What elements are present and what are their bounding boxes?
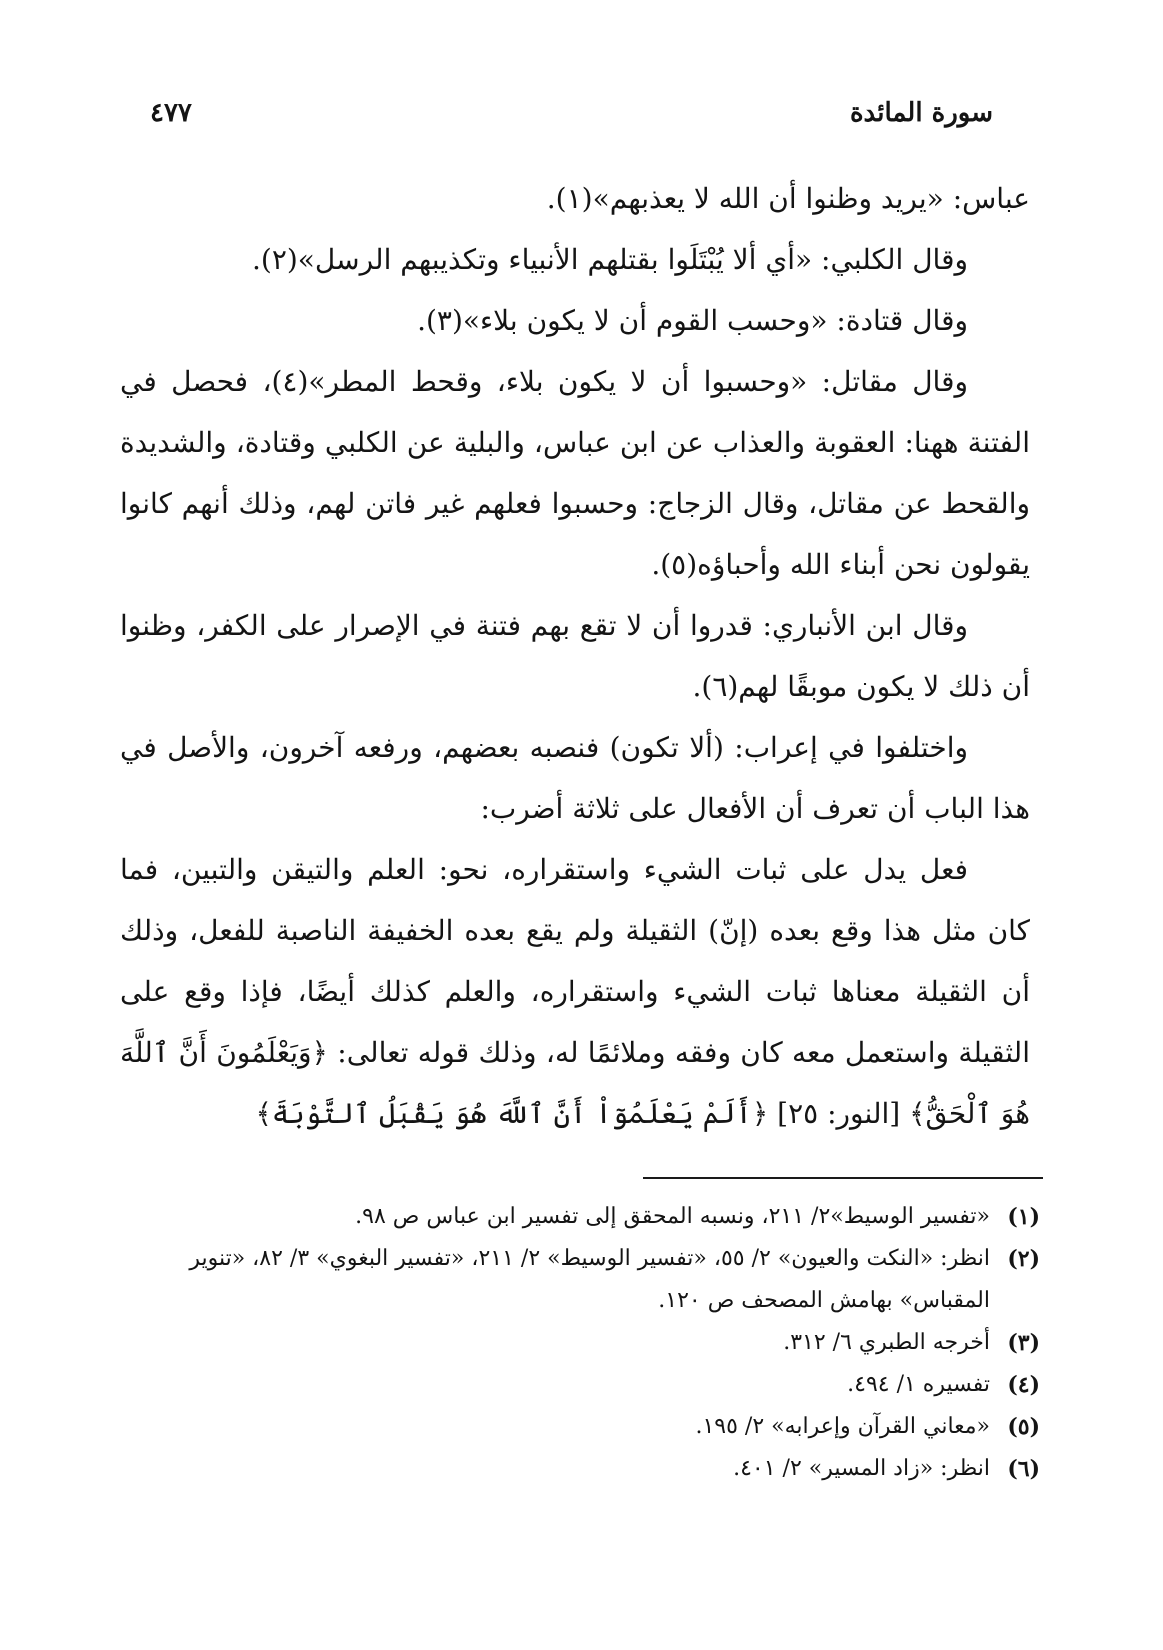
paragraph: واختلفوا في إعراب: (ألا تكون) فنصبه بعضهم، ورفعه آخرون، والأصل في هذا الباب أن تعرف أن الأفعال على ثلاثة أضرب: — [120, 731, 1030, 825]
page-number: ٤٧٧ — [150, 98, 192, 128]
paragraph: وقال الكلبي: «أي ألا يُبْتَلَوا بقتلهم الأنبياء وتكذيبهم الرسل»(٢). — [252, 243, 968, 276]
footnote-text: أخرجه الطبري ٦/ ٣١٢. — [783, 1330, 990, 1355]
paragraph: وقال ابن الأنباري: قدروا أن لا تقع بهم فتنة في الإصرار على الكفر، وظنوا أن ذلك لا يكون موبقًا لهم(٦). — [120, 609, 1030, 703]
footnote-text: «معاني القرآن وإعرابه» ٢/ ١٩٥. — [695, 1414, 990, 1439]
footnote — [120, 1448, 1040, 1490]
footnote-number: (١) — [1007, 1204, 1040, 1230]
paragraph: فعل يدل على ثبات الشيء واستقراره، نحو: العلم والتيقن والتبين، فما كان مثل هذا وقع بعده (إنّ) الثقيلة ولم يقع بعده الخفيفة الناصبة للفعل، وذلك أن الثقيلة معناها ثبات الشيء واستقراره، والعلم كذلك أيضًا، فإذا وقع على الثقيلة واستعمل معه كان وفقه وملائمًا له، وذلك قوله تعالى: ﴿وَيَعْلَمُونَ أَنَّ ٱللَّهَ هُوَ ٱلْحَقُّ﴾ [النور: ٢٥] ﴿أَلَمْ يَعْلَمُوٓاْ أَنَّ ٱللَّهَ هُوَ يَقْبَلُ ٱلتَّوْبَةَ﴾ — [120, 853, 1030, 1130]
paragraph: عباس: «يريد وظنوا أن الله لا يعذبهم»(١). — [546, 182, 1030, 215]
footnote — [120, 1364, 1040, 1406]
main-text — [120, 168, 1030, 1144]
footnote-text: انظر: «زاد المسير» ٢/ ٤٠١. — [733, 1456, 990, 1481]
footnote — [120, 1196, 1040, 1238]
footnote-number: (٤) — [1007, 1372, 1040, 1398]
footnote-divider — [643, 1177, 1043, 1179]
footnote — [120, 1238, 1040, 1322]
page-header — [150, 92, 993, 140]
paragraph: وقال قتادة: «وحسب القوم أن لا يكون بلاء»(٣). — [417, 304, 968, 337]
chapter-title: سورة المائدة — [849, 98, 993, 128]
footnote-text: «تفسير الوسيط»٢/ ٢١١، ونسبه المحقق إلى تفسير ابن عباس ص ٩٨. — [355, 1204, 990, 1229]
footnote-text: تفسيره ١/ ٤٩٤. — [847, 1372, 990, 1397]
footnote-number: (٣) — [1007, 1330, 1040, 1356]
footnote — [120, 1406, 1040, 1448]
footnote-number: (٦) — [1007, 1456, 1040, 1482]
footnote-number: (٥) — [1007, 1414, 1040, 1440]
footnotes — [120, 1196, 1040, 1490]
paragraph: وقال مقاتل: «وحسبوا أن لا يكون بلاء، وقحط المطر»(٤)، فحصل في الفتنة ههنا: العقوبة والعذاب عن ابن عباس، والبلية عن الكلبي وقتادة، والشديدة والقحط عن مقاتل، وقال الزجاج: وحسبوا فعلهم غير فاتن لهم، وذلك أنهم كانوا يقولون نحن أبناء الله وأحباؤه(٥). — [120, 365, 1030, 581]
footnote-number: (٢) — [1007, 1246, 1040, 1272]
footnote — [120, 1322, 1040, 1364]
footnote-text: انظر: «النكت والعيون» ٢/ ٥٥، «تفسير الوسيط» ٢/ ٢١١، «تفسير البغوي» ٣/ ٨٢، «تنوير المقباس» بهامش المصحف ص ١٢٠. — [189, 1246, 990, 1313]
